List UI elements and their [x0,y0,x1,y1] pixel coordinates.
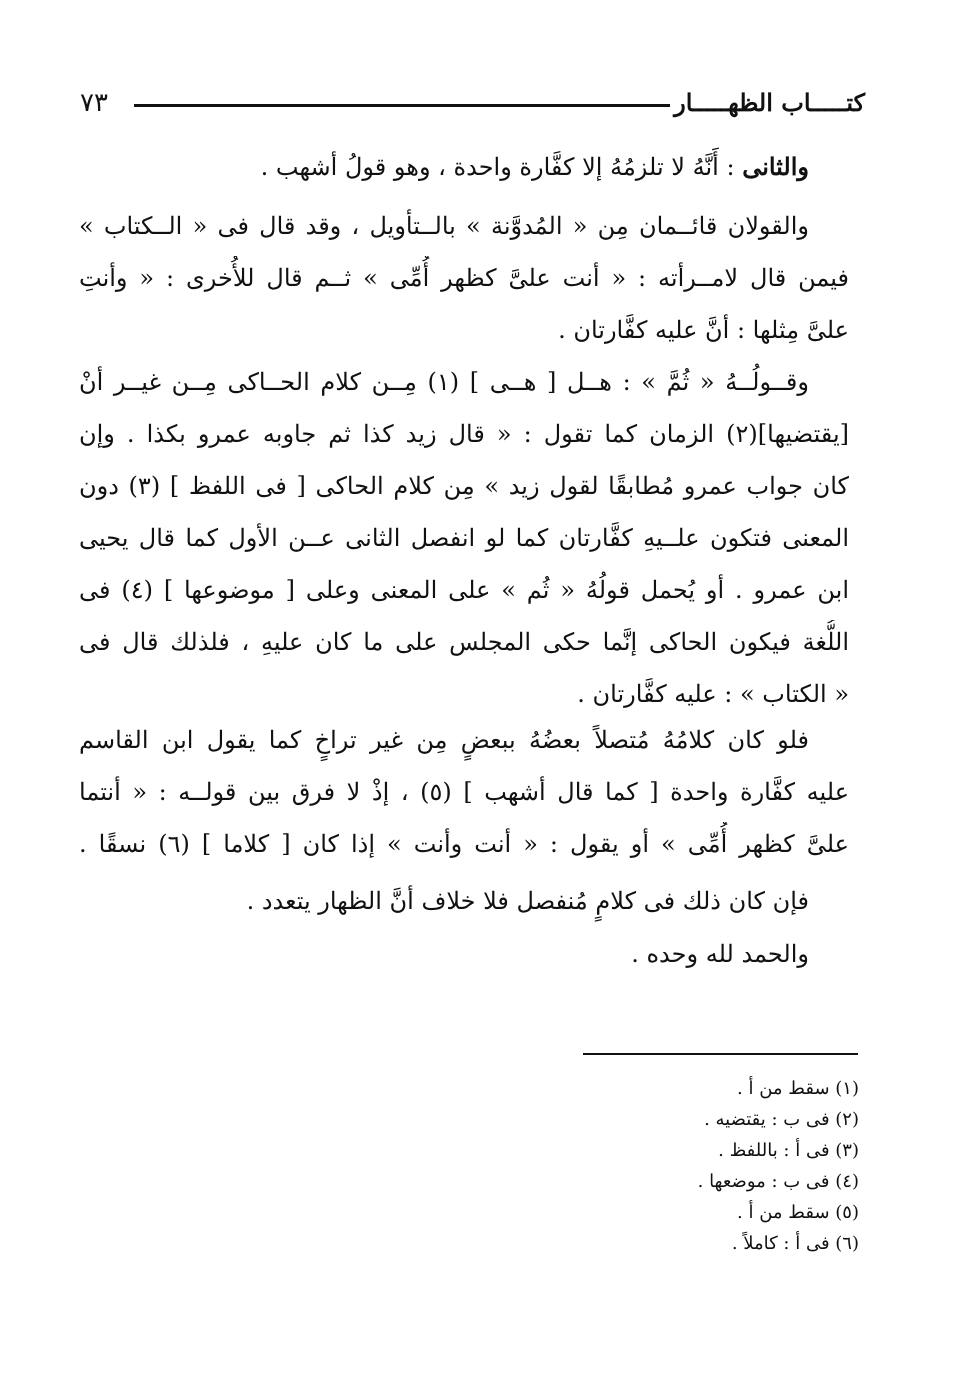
text-line: كان جواب عمرو مُطابقًا لقول زيد » مِن كلام الحاكى [ فى اللفظ ] (٣) دون [79,472,849,500]
footnote: (٤) فى ب : موضعها . [697,1171,859,1192]
text-line: علىَّ كظهر أُمِّى » أو يقول : « أنت وأنت » إذا كان [ كلاما ] (٦) نسقًا . [79,830,849,858]
footnote: (٣) فى أ : باللفظ . [718,1140,859,1161]
text-line: اللُّغة فيكون الحاكى إنَّما حكى المجلس على ما كان عليهِ ، فلذلك قال فى [79,628,849,656]
footnote: (٢) فى ب : يقتضيه . [704,1109,859,1130]
lead-word: والثانى [742,152,809,181]
page-header [80,86,865,126]
text-line: وقــولُــهُ « ثُمَّ » : هــل [ هــى ] (١) مِــن كلام الحــاكى مِــن غيــر أنْ [79,368,809,396]
text-line: فإن كان ذلك فى كلامٍ مُنفصل فلا خلاف أنَّ الظهار يتعدد . [246,887,809,915]
text-line: « الكتاب » : عليه كفَّارتان . [577,680,849,708]
text-line [79,145,809,189]
footnote-rule [583,1053,858,1055]
text-line: فلو كان كلامُهُ مُتصلاً بعضُهُ ببعضٍ مِن غير تراخٍ كما يقول ابن القاسم [79,726,809,754]
footnotes [559,1073,859,1259]
text-line: والقولان قائــمان مِن « المُدوَّنة » بالــتأويل ، وقد قال فى « الــكتاب » [79,212,809,240]
text-line: المعنى فتكون علــيهِ كفَّارتان كما لو انفصل الثانى عــن الأول كما قال يحيى [79,524,849,552]
text-segment: : أَنَّهُ لا تلزمُهُ إلا كفَّارة واحدة ، وهو قولُ أشهب . [260,153,743,181]
header-rule [134,104,670,107]
text-line: والحمد لله وحده . [631,940,809,968]
text-line: فيمن قال لامــرأته : « أنت علىَّ كظهر أُمِّى » ثــم قال للأُخرى : « وأنتِ [79,264,849,292]
page-number: ٧٣ [80,88,108,118]
text-line: علىَّ مِثلها : أنَّ عليه كفَّارتان . [558,316,849,344]
text-line: [يقتضيها](٢) الزمان كما تقول : « قال زيد كذا ثم جاوبه عمرو بكذا . وإن [79,420,849,448]
footnote: (١) سقط من أ . [737,1078,859,1099]
running-title: كتـــــاب الظهـــــار [674,88,865,117]
text-line: عليه كفَّارة واحدة [ كما قال أشهب ] (٥) ، إذْ لا فرق بين قولــه : « أنتما [79,778,849,806]
footnote: (٦) فى أ : كاملاً . [731,1233,859,1254]
text-line: ابن عمرو . أو يُحمل قولُهُ « ثُم » على المعنى وعلى [ موضوعها ] (٤) فى [79,576,849,604]
footnote: (٥) سقط من أ . [737,1202,859,1223]
